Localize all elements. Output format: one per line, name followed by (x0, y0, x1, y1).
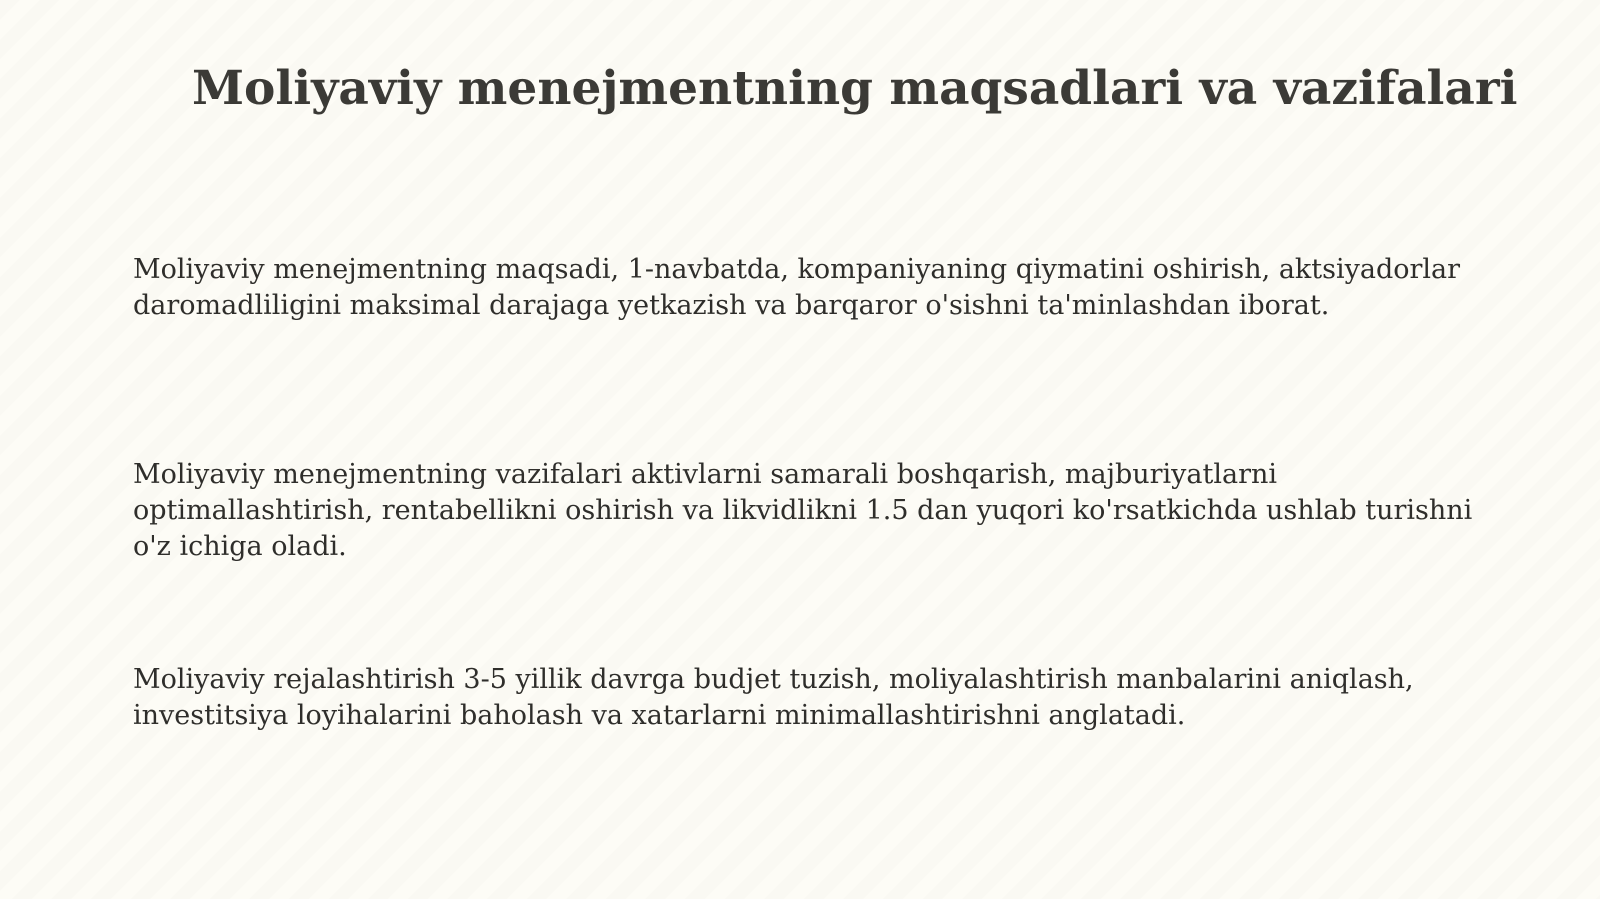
paragraph-tasks: Moliyaviy menejmentning vazifalari aktivlarni samarali boshqarish, majburiyatlarni optimallashtirish, rentabellikni oshirish va likvidlikni 1.5 dan yuqori ko'rsatkichda ushlab turishni o'z ichiga oladi. (133, 459, 1473, 562)
slide-title: Moliyaviy menejmentning maqsadlari va vazifalari (192, 61, 1518, 116)
paragraph-planning: Moliyaviy rejalashtirish 3-5 yillik davrga budjet tuzish, moliyalashtirish manbalarini aniqlash, investitsiya loyihalarini baholash va xatarlarni minimallashtirishni anglatadi. (133, 664, 1414, 731)
paragraph-goals: Moliyaviy menejmentning maqsadi, 1-navbatda, kompaniyaning qiymatini oshirish, aktsiyadorlar daromadliligini maksimal darajaga yetkazish va barqaror o'sishni ta'minlashdan iborat. (133, 254, 1461, 321)
